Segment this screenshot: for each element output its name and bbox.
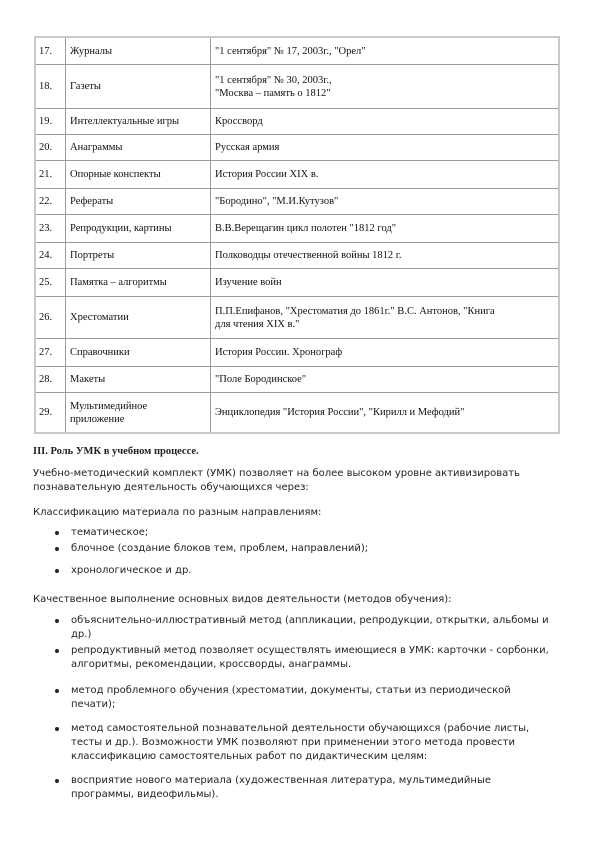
row-description: "1 сентября" № 30, 2003г., "Москва – память о 1812": [210, 64, 558, 108]
row-name: Памятка – алгоритмы: [65, 268, 210, 296]
list-item: восприятие нового материала (художественная литература, мультимедийные программы, видеофильмы).: [33, 774, 553, 802]
intro-paragraph: Учебно-методический комплект (УМК) позволяет на более высоком уровне активизировать познавательную деятельность обучающихся через:: [33, 468, 520, 493]
row-number: 18.: [36, 64, 65, 108]
table-row: [36, 268, 558, 296]
classification-title: Классификацию материала по разным направлениям:: [33, 507, 322, 518]
row-number: 27.: [36, 338, 65, 366]
row-number: 24.: [36, 242, 65, 268]
table-row: [36, 392, 558, 432]
bullet-icon: [55, 531, 59, 535]
row-description: Кроссворд: [210, 108, 558, 134]
methods-title: Качественное выполнение основных видов деятельности (методов обучения):: [33, 594, 452, 605]
bullet-icon: [55, 619, 59, 623]
table-row: [36, 366, 558, 392]
row-name: Портреты: [65, 242, 210, 268]
row-name: Анаграммы: [65, 134, 210, 160]
row-description: "Поле Бородинское": [210, 366, 558, 392]
row-description: Энциклопедия "История России", "Кирилл и Мефодий": [210, 392, 558, 432]
list-item: репродуктивный метод позволяет осуществлять имеющиеся в УМК: карточки - сорбонки, алгоритмы, рекомендации, кроссворды, анаграммы.: [33, 644, 553, 672]
row-description: Русская армия: [210, 134, 558, 160]
row-name: Газеты: [65, 64, 210, 108]
row-description: Изучение войн: [210, 268, 558, 296]
bullet-icon: [55, 649, 59, 653]
table-row: [36, 338, 558, 366]
row-description: "Бородино", "М.И.Кутузов": [210, 188, 558, 214]
row-name: Репродукции, картины: [65, 214, 210, 242]
list-item: тематическое;: [33, 526, 553, 542]
row-number: 28.: [36, 366, 65, 392]
row-number: 23.: [36, 214, 65, 242]
row-number: 19.: [36, 108, 65, 134]
row-name: Журналы: [65, 38, 210, 64]
table-row: [36, 296, 558, 338]
list-item: метод самостоятельной познавательной деятельности обучающихся (рабочие листы, тесты и др.). Возможности УМК позволяют при применении этого метода провести классификацию самостоятельных работ по дидактическим целям:: [33, 722, 553, 764]
row-number: 25.: [36, 268, 65, 296]
table-row: [36, 64, 558, 108]
list-item: метод проблемного обучения (хрестоматии, документы, статьи из периодической печати);: [33, 684, 553, 712]
table-row: [36, 108, 558, 134]
bullet-icon: [55, 569, 59, 573]
bullet-icon: [55, 689, 59, 693]
bullet-icon: [55, 727, 59, 731]
list-item: блочное (создание блоков тем, проблем, направлений);: [33, 542, 553, 564]
row-description: Полководцы отечественной войны 1812 г.: [210, 242, 558, 268]
methods-list: [33, 614, 553, 802]
table-row: [36, 160, 558, 188]
row-description: История России XIX в.: [210, 160, 558, 188]
row-name: Мультимедийное приложение: [65, 392, 210, 432]
row-name: Опорные конспекты: [65, 160, 210, 188]
row-number: 20.: [36, 134, 65, 160]
row-name: Макеты: [65, 366, 210, 392]
row-number: 29.: [36, 392, 65, 432]
row-number: 17.: [39, 45, 53, 57]
classification-list: [33, 526, 553, 578]
table-row: [36, 242, 558, 268]
list-item: хронологическое и др.: [33, 564, 553, 578]
row-number: 26.: [36, 296, 65, 338]
row-name: Хрестоматии: [65, 296, 210, 338]
table-row: [36, 188, 558, 214]
row-description: П.П.Епифанов, "Хрестоматия до 1861г." В.С. Антонов, "Книга для чтения XIX в.": [210, 296, 558, 338]
row-name: Справочники: [65, 338, 210, 366]
list-item: объяснительно-иллюстративный метод (аппликации, репродукции, открытки, альбомы и др.): [33, 614, 553, 642]
row-name: Интеллектуальные игры: [65, 108, 210, 134]
row-description: В.В.Верещагин цикл полотен "1812 год": [210, 214, 558, 242]
row-number: 21.: [36, 160, 65, 188]
table-row: [36, 134, 558, 160]
row-number: 22.: [36, 188, 65, 214]
bullet-icon: [55, 547, 59, 551]
resources-table: [34, 36, 560, 434]
row-name: Рефераты: [65, 188, 210, 214]
table-row: [36, 214, 558, 242]
section-heading: III. Роль УМК в учебном процессе.: [33, 446, 199, 457]
row-description: История России. Хронограф: [210, 338, 558, 366]
row-description: "1 сентября" № 17, 2003г., "Орел": [210, 38, 558, 64]
table-row: [36, 38, 558, 64]
bullet-icon: [55, 779, 59, 783]
